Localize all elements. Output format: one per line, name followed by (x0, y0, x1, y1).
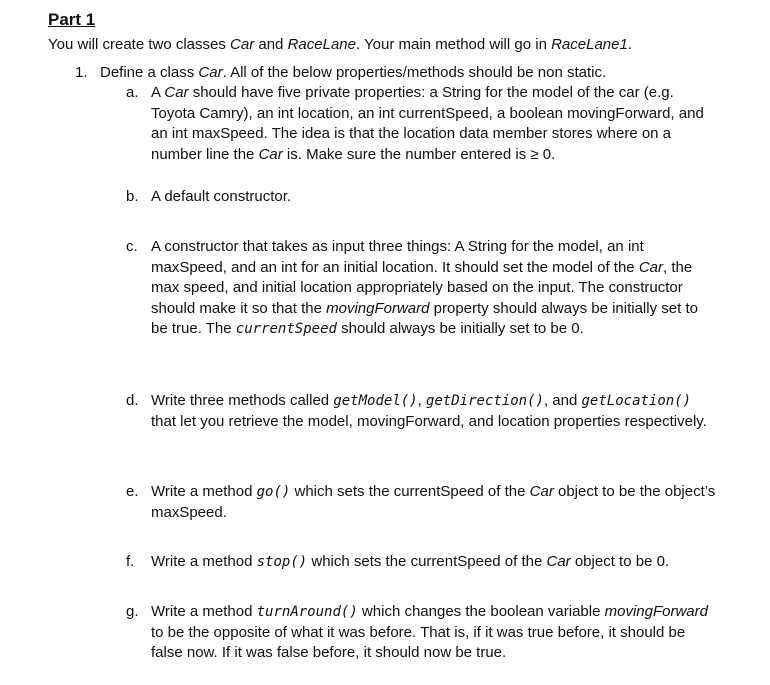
sub-item-b: A default constructor. (151, 188, 292, 205)
list-item-1: Define a class Car. All of the below properties/methods should be non static. (100, 64, 607, 81)
method-name: getLocation() (581, 393, 692, 409)
sub-label-c: c. (126, 238, 138, 255)
class-name: RaceLane1 (551, 36, 628, 53)
method-name: getModel() (333, 393, 418, 409)
sub-label-g: g. (126, 603, 139, 620)
page-title: Part 1 (48, 10, 96, 29)
sub-label-a: a. (126, 84, 139, 101)
method-name: stop() (256, 554, 308, 570)
class-name: RaceLane (287, 36, 356, 53)
sub-label-f: f. (126, 553, 135, 570)
sub-label-d: d. (126, 392, 139, 409)
sub-item-c: A constructor that takes as input three things: A String for the model, an int maxSpeed, and an int for an initial location. It should set the model of the Car, the max speed, and initial location appropriately based on the input. The constructor should make it so that the movingForward property should always be initially set to be true. The currentSpeed should always be initially set to be 0. (151, 238, 698, 338)
sub-item-f: Write a method stop() which sets the currentSpeed of the Car object to be 0. (151, 553, 670, 570)
list-number: 1. (75, 64, 88, 81)
sub-label-b: b. (126, 188, 139, 205)
code-identifier: currentSpeed (235, 321, 337, 338)
class-name: Car (230, 36, 255, 53)
sub-label-e: e. (126, 483, 139, 500)
method-name: turnAround() (256, 604, 358, 620)
intro-paragraph: You will create two classes Car and RaceLane. Your main method will go in RaceLane1. (48, 36, 632, 53)
sub-item-e: Write a method go() which sets the currentSpeed of the Car object to be the object’s maxSpeed. (151, 483, 716, 521)
class-name: Car (198, 64, 223, 81)
sub-item-g: Write a method turnAround() which changes the boolean variable movingForward to be the opposite of what it was before. That is, if it was true before, it should be false now. If it was false before, it should now be true. (151, 603, 708, 662)
method-name: getDirection() (425, 393, 544, 409)
sub-item-a: A Car should have five private properties: a String for the model of the car (e.g. Toyota Camry), an int location, an int currentSpeed, a boolean movingForward, and an int maxSpeed. The idea is that the location data member stores where on a number line the Car is. Make sure the number entered is ≥ 0. (151, 84, 704, 163)
sub-item-d: Write three methods called getModel(), getDirection(), and getLocation() that let you retrieve the model, movingForward, and location properties respectively. (151, 392, 707, 430)
method-name: go() (256, 484, 291, 500)
